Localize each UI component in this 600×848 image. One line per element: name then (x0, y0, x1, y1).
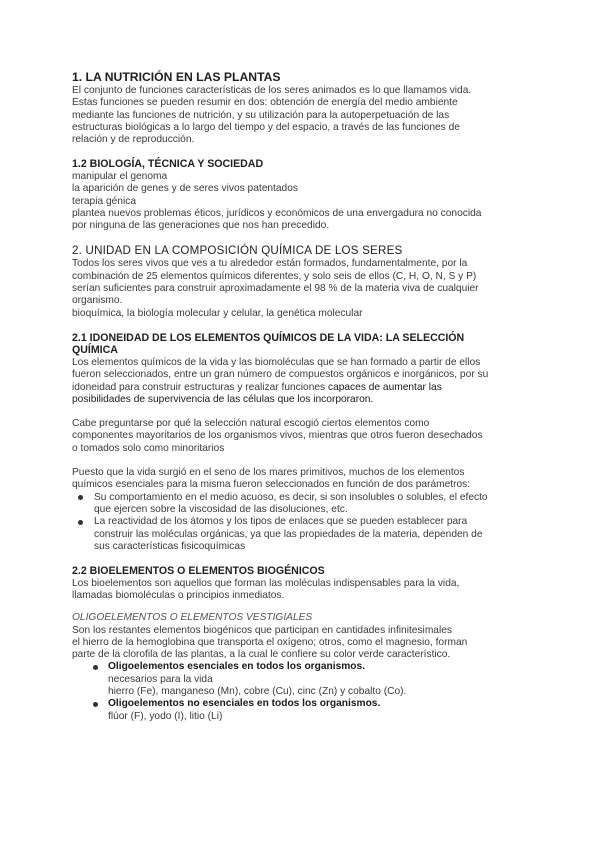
text-line: sus características fisicoquímicas (94, 540, 246, 552)
text-line: relación y de reproducción. (72, 134, 195, 146)
text-line: La reactividad de los átomos y los tipos de enlaces que se pueden establecer para (94, 516, 468, 528)
list-item (72, 492, 540, 517)
text-line: fueron seleccionados, entre un gran número de compuestos orgánicos e inorgánicos, por su (72, 369, 489, 381)
paragraph (72, 357, 540, 406)
list-item (72, 516, 540, 553)
list-item (108, 661, 540, 698)
text-span: capaces de aumentar las (327, 381, 442, 393)
text-line: químicos esenciales para la misma fueron seleccionados en función de dos parámetros: (72, 479, 471, 491)
text-line: combinación de 25 elementos químicos diferentes, y solo seis de ellos (C, H, O, N, S y P) (72, 270, 477, 282)
section-idoneidad (72, 332, 540, 553)
bullet-list (72, 661, 540, 722)
text-line: flúor (F), yodo (I), litio (Li) (108, 710, 223, 722)
section-heading: 1.2 BIOLOGÍA, TÉCNICA Y SOCIEDAD (72, 158, 264, 171)
text-line: bioquímica, la biología molecular y celular, la genética molecular (72, 307, 363, 319)
list-item (108, 698, 540, 723)
item-title: Oligoelementos esenciales en todos los organismos. (108, 661, 366, 673)
text-line: necesarios para la vida (108, 673, 213, 685)
text-line: Cabe preguntarse por qué la selección natural escogió ciertos elementos como (72, 418, 430, 430)
text-line: Su comportamiento en el medio acuoso, es decir, si son insolubles o solubles, el efecto (94, 491, 488, 503)
text-line: Los elementos químicos de la vida y las biomoléculas que se han formado a partir de ellos (72, 356, 481, 368)
paragraph (72, 171, 540, 232)
heading-line: 2.1 IDONEIDAD DE LOS ELEMENTOS QUÍMICOS DE LA VIDA: LA SELECCIÓN (72, 331, 465, 344)
text-line: Estas funciones se pueden resumir en dos: obtención de energía del medio ambiente (72, 97, 458, 109)
text-line: serían suficientes para construir aproximadamente el 98 % de la materia viva de cualquier (72, 283, 479, 295)
text-line: componentes mayoritarios de los organismos vivos, mientras que otros fueron desechados (72, 430, 483, 442)
text-line: Todos los seres vivos que ves a tu alrededor están formados, fundamentalmente, por la (72, 258, 468, 270)
text-line: mediante las funciones de nutrición, y su utilización para la autoperpetuación de las (72, 109, 450, 121)
text-line: construir las moléculas orgánicas, ya que las propiedades de la materia, dependen de (94, 528, 483, 540)
text-line: hierro (Fe), manganeso (Mn), cobre (Cu), cinc (Zn) y cobalto (Co). (108, 685, 407, 697)
paragraph (72, 258, 540, 319)
heading-line: QUÍMICA (72, 344, 118, 357)
text-line: plantea nuevos problemas éticos, jurídicos y económicos de una envergadura no conocida (72, 207, 482, 219)
section-biologia-tecnica (72, 158, 540, 232)
paragraph (72, 85, 540, 146)
bullet-list (72, 492, 540, 553)
paragraph (72, 578, 540, 603)
paragraph (72, 418, 540, 455)
text-line: organismo. (72, 295, 123, 307)
text-line: el hierro de la hemoglobina que transporta el oxígeno; otros, como el magnesio, forman (72, 636, 468, 648)
text-line: llamadas biomoléculas o principios inmediatos. (72, 589, 285, 601)
text-line: Los bioelementos son aquellos que forman las moléculas indispensables para la vida, (72, 577, 460, 589)
text-line: que ejercen sobre la viscosidad de las disoluciones, etc. (94, 503, 348, 515)
paragraph (72, 467, 540, 492)
text-line: Puesto que la vida surgió en el seno de los mares primitivos, muchos de los elementos (72, 467, 465, 479)
section-heading: 1. LA NUTRICIÓN EN LAS PLANTAS (72, 70, 281, 84)
section-heading: 2. UNIDAD EN LA COMPOSICIÓN QUÍMICA DE LOS SERES (72, 244, 403, 258)
text-line: por ninguna de las generaciones que nos han precedido. (72, 220, 330, 232)
text-line: posibilidades de supervivencia de las células que los incorporaron. (72, 393, 374, 405)
text-line: parte de la clorofila de las plantas, a la cual le confiere su color verde característico. (72, 649, 451, 661)
section-heading (72, 332, 540, 357)
text-line: terapia génica (72, 195, 137, 207)
section-bioelementos (72, 565, 540, 723)
subheading: OLIGOELEMENTOS O ELEMENTOS VESTIGIALES (72, 612, 313, 624)
paragraph (72, 625, 540, 662)
text-line: estructuras biológicas a lo largo del tiempo y del espacio, a través de las funciones de (72, 121, 460, 133)
text-line: Son los restantes elementos biogénicos que participan en cantidades infinitesimales (72, 624, 452, 636)
section-unidad-composicion (72, 244, 540, 319)
text-line: o tomados solo como minoritarios (72, 442, 225, 454)
text-line: idoneidad para construir estructuras y realizar funciones (72, 381, 326, 393)
section-heading: 2.2 BIOELEMENTOS O ELEMENTOS BIOGÉNICOS (72, 565, 325, 578)
item-title: Oligoelementos no esenciales en todos los organismos. (108, 698, 381, 710)
text-line: El conjunto de funciones características de los seres animados es lo que llamamos vida. (72, 85, 472, 96)
section-nutricion (72, 70, 540, 146)
text-line: manipular el genoma (72, 170, 168, 182)
text-line: la aparición de genes y de seres vivos patentados (72, 183, 298, 195)
